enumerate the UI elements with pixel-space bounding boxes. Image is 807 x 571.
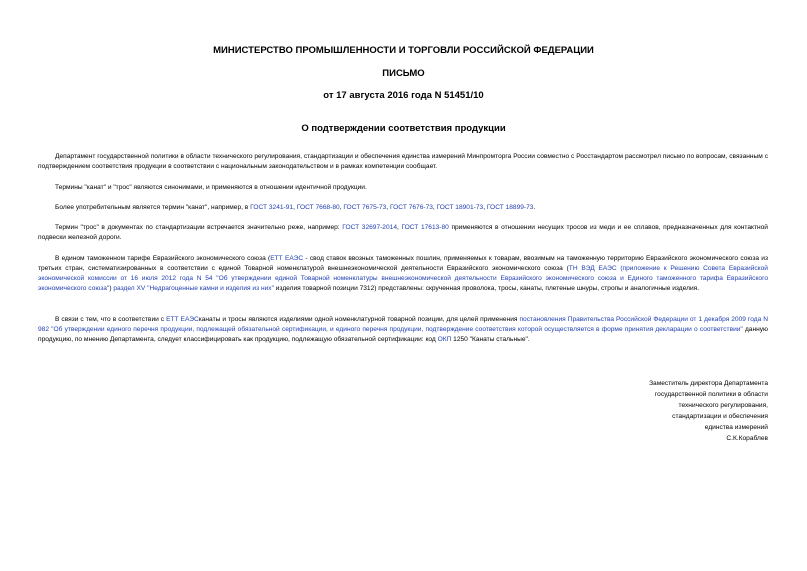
paragraph-6: В связи с тем, что в соответствии с ЕТТ ЕАЭСканаты и тросы являются изделиями одной номенклатурной товарной позиции, для целей применения постановления Правительства Российской Федерации от 1 декабря 2009 года N 982 "Об утверждении единого перечня продукции, подлежащей обязательной сертификации, и единого перечня продукции, подтверждение соответствия которой осуществляется в форме принятия декларации о соответствии" данную продукцию, по мнению Департамента, следует классифицировать как продукцию, подлежащую обязательной сертификации: код ОКП 1250 "Канаты стальные". (38, 316, 768, 343)
paragraph-1 (38, 152, 768, 172)
link-ett-eaes[interactable]: ЕТТ ЕАЭС (270, 255, 304, 262)
link-gost-18899[interactable]: ГОСТ 18899-73 (486, 204, 534, 211)
paragraph-2 (38, 183, 768, 193)
link-gost-7676[interactable]: ГОСТ 7676-73 (389, 204, 433, 211)
link-eec-decision-54[interactable]: (приложение к Решению Совета Евразийской экономической комиссии от 16 июля 2012 года N 54 "Об утверждении единой Товарной номенклатуры внешнеэкономической деятельности Евразийского экономического союза и Единого таможенного тарифа Евразийского экономического союза" (38, 265, 768, 292)
link-section-xv[interactable]: раздел XV "Недрагоценные камни и изделия из них" (113, 285, 274, 292)
ministry-title: МИНИСТЕРСТВО ПРОМЫШЛЕННОСТИ И ТОРГОВЛИ РОССИЙСКОЙ ФЕДЕРАЦИИ (213, 45, 594, 56)
signature-line: стандартизации и обеспечения (672, 413, 768, 420)
signature-line: единства измерений (704, 424, 768, 431)
link-gost-3241[interactable]: ГОСТ 3241-91 (250, 204, 294, 211)
paragraph-1-text: Департамент государственной политики в области технического регулирования, стандартизации и обеспечения единства измерений Минпромторга России совместно с Росстандартом рассмотрел письмо по вопросам, связанным с подтверждением соответствия продукции в соответствии с национальным законодательством и в рамках компетенции сообщает. (38, 153, 768, 170)
link-gost-7668[interactable]: ГОСТ 7668-80 (296, 204, 340, 211)
signer-name: С.К.Кораблев (726, 435, 768, 442)
document-subject: О подтверждении соответствия продукции (301, 123, 506, 134)
paragraph-4: Термин "трос" в документах по стандартизации встречается значительно реже, например: ГОСТ 32697-2014, ГОСТ 17613-80 применяются в отношении несущих тросов из меди и ее сплавов, предназначенных для контактной подвески железной дороги. (38, 224, 768, 241)
link-okp[interactable]: ОКП (437, 336, 452, 343)
link-gost-7675[interactable]: ГОСТ 7675-73 (343, 204, 387, 211)
signature-line: государственной политики в области (654, 391, 768, 398)
paragraph-2-text: Термины "канат" и "трос" являются синонимами, и применяются в отношении идентичной продукции. (55, 184, 367, 191)
link-government-decree-982[interactable]: постановления Правительства Российской Федерации от 1 декабря 2009 года N 982 "Об утверждении единого перечня продукции, подлежащей обязательной сертификации, и единого перечня продукции, подтверждение соответствия которой осуществляется в форме принятия декларации о соответствии" (38, 316, 768, 333)
link-tn-ved-eaes[interactable]: ТН ВЭД ЕАЭС (568, 265, 617, 272)
signature-line: Заместитель директора Департамента (649, 380, 768, 387)
link-gost-18901[interactable]: ГОСТ 18901-73 (436, 204, 484, 211)
signature-block (568, 378, 768, 444)
link-gost-32697[interactable]: ГОСТ 32697-2014 (342, 224, 397, 231)
signature-line: технического регулирования, (678, 402, 768, 409)
document-type: ПИСЬМО (382, 68, 425, 79)
link-ett-eaes-2[interactable]: ЕТТ ЕАЭС (166, 316, 199, 323)
paragraph-3-text: Более употребительным является термин "канат", например, в (55, 204, 251, 211)
document-date-number: от 17 августа 2016 года N 51451/10 (323, 90, 484, 101)
paragraph-5: В едином таможенном тарифе Евразийского экономического союза (ЕТТ ЕАЭС - свод ставок ввозных таможенных пошлин, применяемых к товарам, ввозимым на таможенную территорию Евразийского экономического союза из третьих стран, систематизированных в соответствии с единой Товарной номенклатурой внешнеэкономической деятельности Евразийского экономического союза (ТН ВЭД ЕАЭС (приложение к Решению Совета Евразийской экономической комиссии от 16 июля 2012 года N 54 "Об утверждении единой Товарной номенклатуры внешнеэкономической деятельности Евразийского экономического союза и Единого таможенного тарифа Евразийского экономического союза") раздел XV "Недрагоценные камни и изделия из них" изделия товарной позиции 7312) представлены: скрученная проволока, тросы, канаты, плетеные шнуры, стропы и аналогичные изделия. (38, 255, 768, 292)
paragraph-3: Более употребительным является термин "канат", например, в ГОСТ 3241-91, ГОСТ 7668-80, ГОСТ 7675-73, ГОСТ 7676-73, ГОСТ 18901-73, ГОСТ 18899-73. (55, 204, 536, 211)
link-gost-17613[interactable]: ГОСТ 17613-80 (401, 224, 449, 231)
